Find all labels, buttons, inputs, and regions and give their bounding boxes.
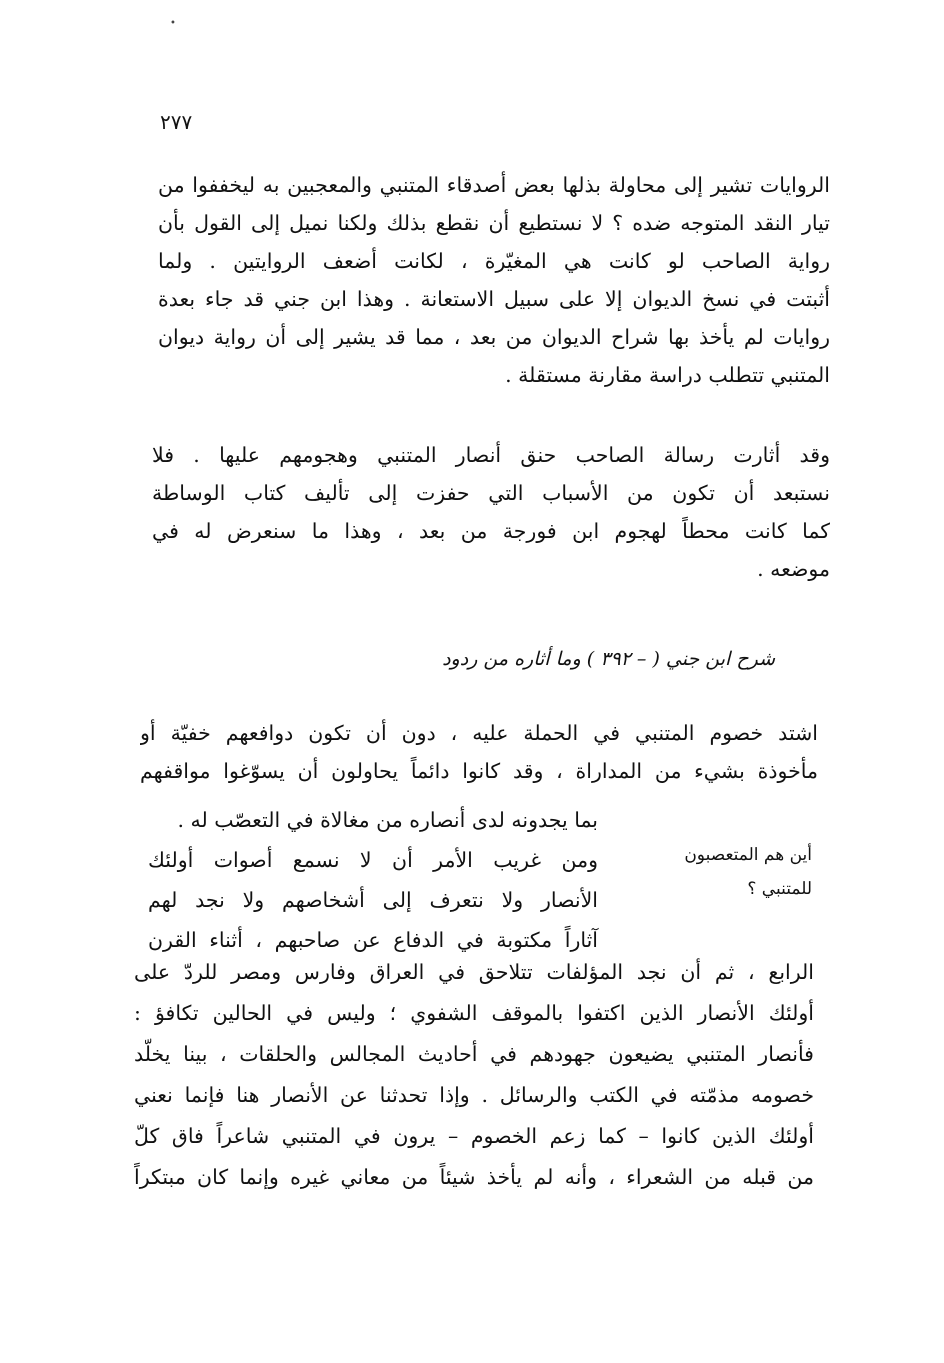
text-line: فأنصار المتنبي يضيعون جهودهم في أحاديث المجالس والحلقات ، بينا يخلّد <box>134 1042 814 1066</box>
text-line: الرابع ، ثم أن نجد المؤلفات تتلاحق في العراق وفارس ومصر للردّ على <box>134 960 814 984</box>
text-line: اشتد خصوم المتنبي في الحملة عليه ، دون أن تكون دوافعهم خفيّة أو <box>140 721 818 745</box>
text-line: آثاراً مكتوبة في الدفاع عن صاحبهم ، أثناء القرن <box>148 928 598 952</box>
paragraph-1 <box>158 166 830 394</box>
text-line: نستبعد أن تكون من الأسباب التي حفزت إلى تأليف كتاب الوساطة <box>152 481 830 505</box>
text-line: المتنبي تتطلب دراسة مقارنة مستقلة . <box>505 363 830 387</box>
paragraph-2 <box>152 436 830 588</box>
text-line: ومن غريب الأمر أن لا نسمع أصوات أولئك <box>148 848 598 872</box>
text-line: خصومه مذمّته في الكتب والرسائل . وإذا تحدثنا عن الأنصار هنا فإنما نعني <box>134 1083 814 1107</box>
paragraph-4 <box>134 952 814 1198</box>
scan-mark: • <box>170 18 176 29</box>
paragraph-3-indented <box>148 800 598 960</box>
margin-note-line: أين هم المتعصبون <box>684 845 812 865</box>
text-line: مأخوذة بشيء من المداراة ، وقد كانوا دائماً يحاولون أن يسوّغوا مواقفهم <box>140 759 818 783</box>
text-line: من قبله من الشعراء ، وأنه لم يأخذ شيئاً من معاني غيره وإنما كان مبتكراً <box>134 1165 814 1189</box>
text-line: موضعه . <box>757 557 830 581</box>
text-line: الأنصار ولا نتعرف إلى أشخاصهم ولا نجد لهم <box>148 888 598 912</box>
text-line: أولئك الأنصار الذين اكتفوا بالموقف الشفوي ؛ وليس في الحالين تكافؤ : <box>134 1001 814 1025</box>
text-line: كما كانت محطاً لهجوم ابن فورجة من بعد ، وهذا ما سنعرض له في <box>152 519 830 543</box>
text-line: بما يجدونه لدى أنصاره من مغالاة في التعصّب له . <box>177 808 598 832</box>
text-line: رواية الصاحب لو كانت هي المغيّرة ، لكانت أضعف الروايتين . ولما <box>158 249 830 273</box>
text-line: أولئك الذين كانوا – كما زعم الخصوم – يرون في المتنبي شاعراً فاق كلّ <box>134 1124 814 1148</box>
text-line: الروايات تشير إلى محاولة بذلها بعض أصدقاء المتنبي والمعجبين به ليخففوا من <box>158 173 830 197</box>
section-heading: شرح ابن جني ( – ٣٩٢ ) وما أثاره من ردود <box>442 648 775 670</box>
text-line: أثبتت في نسخ الديوان إلا على سبيل الاستعانة . وهذا ابن جني قد جاء بعدة <box>158 287 830 311</box>
page-number: ٢٧٧ <box>160 110 193 134</box>
text-line: تيار النقد المتوجه ضده ؟ لا نستطيع أن نقطع بذلك ولكنا نميل إلى القول بأن <box>158 211 830 235</box>
margin-note-line: للمتنبي ؟ <box>747 879 812 899</box>
text-line: روايات لم يأخذ بها شراح الديوان من بعد ، مما قد يشير إلى أن رواية ديوان <box>158 325 830 349</box>
text-line: وقد أثارت رسالة الصاحب حنق أنصار المتنبي وهجومهم عليها . فلا <box>152 443 830 467</box>
margin-note <box>672 838 812 906</box>
paragraph-3 <box>140 714 818 790</box>
